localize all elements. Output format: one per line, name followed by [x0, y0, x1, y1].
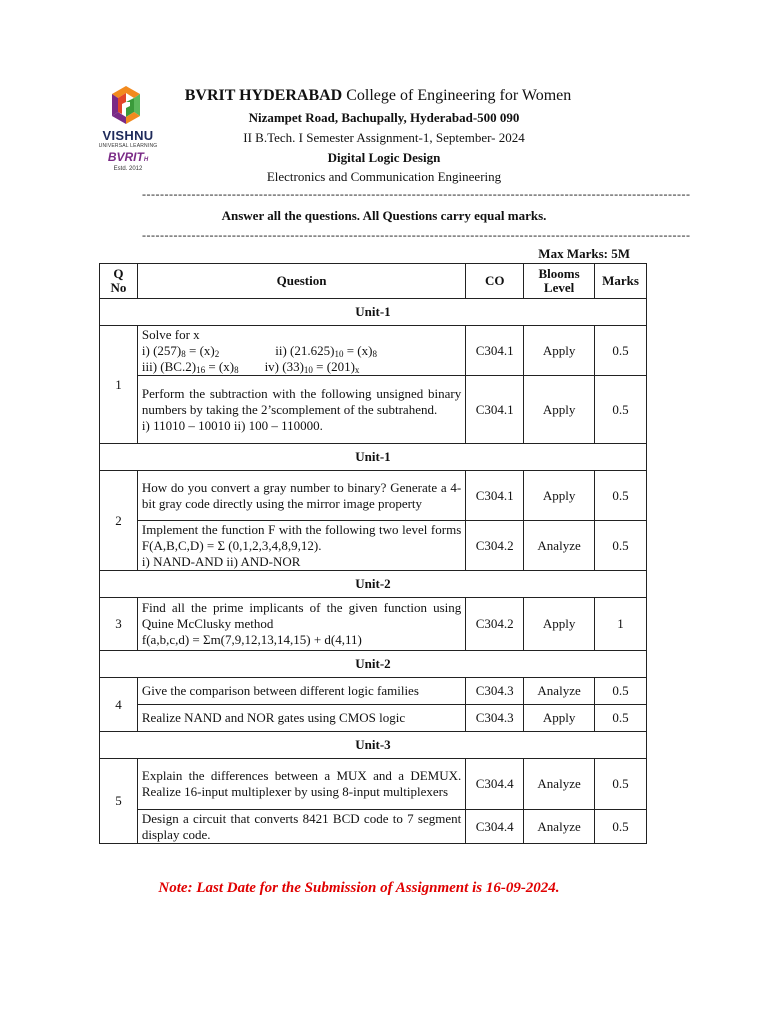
max-marks: Max Marks: 5M [538, 246, 630, 261]
table-row [100, 471, 647, 521]
logo-tagline: UNIVERSAL LEARNING [98, 143, 158, 149]
table-row [100, 521, 647, 571]
co-cell: C304.1 [466, 376, 524, 444]
unit-label: Unit-1 [100, 299, 647, 326]
marks-cell: 0.5 [595, 521, 647, 571]
header-qno: Q No [100, 264, 138, 299]
question-text: Implement the function F with the following two level forms F(A,B,C,D) = Σ (0,1,2,3,4,8,9,12). i) NAND-AND ii) AND-NOR [137, 521, 465, 571]
marks-cell: 0.5 [595, 376, 647, 444]
unit-row [100, 732, 647, 759]
question-text: Find all the prime implicants of the given function using Quine McClusky method f(a,b,c,d) = Σm(7,9,12,13,14,15) + d(4,11) [137, 598, 465, 651]
submission-note: Note: Last Date for the Submission of Assignment is 16-09-2024. [158, 880, 560, 896]
blooms-cell: Apply [524, 326, 595, 376]
blooms-cell: Analyze [524, 521, 595, 571]
blooms-cell: Analyze [524, 678, 595, 705]
question-text: Explain the differences between a MUX and a DEMUX. Realize 16-input multiplexer by using 8-input multiplexers [137, 759, 465, 810]
unit-row [100, 299, 647, 326]
unit-label: Unit-3 [100, 732, 647, 759]
unit-row [100, 444, 647, 471]
divider-bottom: -------------------------------------------------------------------------------------------------------------------------- [142, 228, 691, 242]
blooms-cell: Analyze [524, 810, 595, 844]
blooms-cell: Apply [524, 598, 595, 651]
logo-sub-brand: BVRITH [107, 150, 149, 164]
co-cell: C304.3 [466, 678, 524, 705]
blooms-cell: Apply [524, 705, 595, 732]
blooms-cell: Apply [524, 471, 595, 521]
subject-name: Digital Logic Design [327, 150, 441, 165]
blooms-cell: Analyze [524, 759, 595, 810]
logo-established: Estd. 2012 [113, 166, 143, 172]
table-row [100, 759, 647, 810]
marks-cell: 0.5 [595, 810, 647, 844]
table-header-row [100, 264, 647, 299]
question-text: Realize NAND and NOR gates using CMOS logic [137, 705, 465, 732]
table-row [100, 376, 647, 444]
co-cell: C304.4 [466, 810, 524, 844]
co-cell: C304.1 [466, 326, 524, 376]
marks-cell: 0.5 [595, 326, 647, 376]
header-question: Question [137, 264, 465, 299]
header-co: CO [466, 264, 524, 299]
college-name: BVRIT HYDERABAD College of Engineering for Women [184, 87, 572, 104]
unit-label: Unit-2 [100, 651, 647, 678]
table-row [100, 598, 647, 651]
marks-cell: 1 [595, 598, 647, 651]
department-name: Electronics and Communication Engineering [266, 169, 502, 184]
assignment-title: II B.Tech. I Semester Assignment-1, September- 2024 [243, 130, 525, 145]
marks-cell: 0.5 [595, 759, 647, 810]
divider-top: -------------------------------------------------------------------------------------------------------------------------- [142, 187, 691, 201]
logo-brand: VISHNU [102, 128, 154, 143]
question-text: Solve for x i) $(257)_8 = (x)_2$ ii) $(21.625)_{10} = (x)_8$ iii) $(BC.2)_{16} = (x)_8$ iv) $(33)_{10} = (201)_x$ [137, 326, 465, 376]
question-number: 3 [100, 598, 138, 651]
marks-cell: 0.5 [595, 705, 647, 732]
table-row [100, 326, 647, 376]
unit-label: Unit-1 [100, 444, 647, 471]
co-cell: C304.3 [466, 705, 524, 732]
marks-cell: 0.5 [595, 678, 647, 705]
unit-label: Unit-2 [100, 571, 647, 598]
blooms-cell: Apply [524, 376, 595, 444]
unit-row [100, 651, 647, 678]
question-number: 2 [100, 471, 138, 571]
header-blooms: Blooms Level [524, 264, 595, 299]
table-row [100, 678, 647, 705]
question-text: Give the comparison between different logic families [137, 678, 465, 705]
table-row [100, 705, 647, 732]
unit-row [100, 571, 647, 598]
co-cell: C304.1 [466, 471, 524, 521]
questions-table [99, 263, 647, 844]
college-address: Nizampet Road, Bachupally, Hyderabad-500 090 [248, 110, 520, 125]
marks-cell: 0.5 [595, 471, 647, 521]
co-cell: C304.4 [466, 759, 524, 810]
table-row [100, 810, 647, 844]
question-text: Perform the subtraction with the following unsigned binary numbers by taking the 2’scomplement of the subtrahend. i) 11010 – 10010 ii) 100 – 110000. [137, 376, 465, 444]
instructions: Answer all the questions. All Questions carry equal marks. [221, 208, 547, 223]
question-text: Design a circuit that converts 8421 BCD code to 7 segment display code. [137, 810, 465, 844]
question-number: 4 [100, 678, 138, 732]
question-number: 5 [100, 759, 138, 844]
co-cell: C304.2 [466, 598, 524, 651]
question-number: 1 [100, 326, 138, 444]
header-marks: Marks [595, 264, 647, 299]
question-text: How do you convert a gray number to binary? Generate a 4-bit gray code directly using the mirror image property [137, 471, 465, 521]
co-cell: C304.2 [466, 521, 524, 571]
